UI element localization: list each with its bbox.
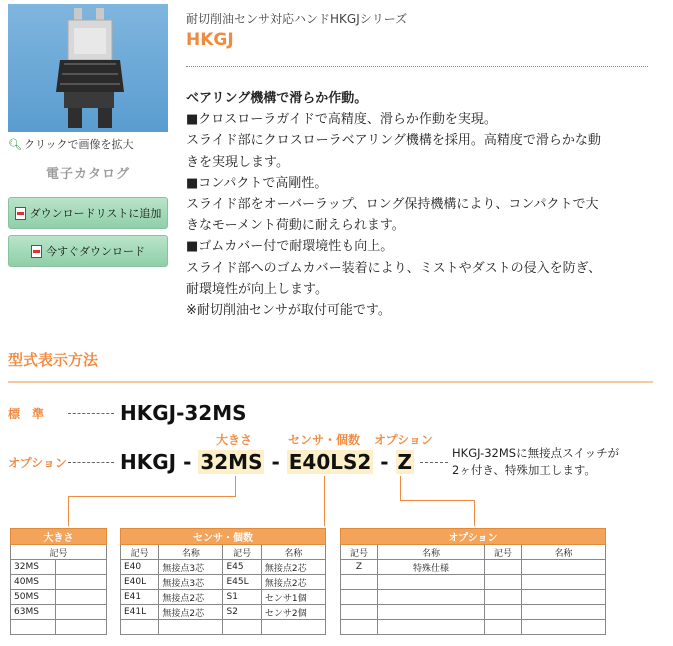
table-cell bbox=[485, 605, 522, 620]
zoom-link-text: クリックで画像を拡大 bbox=[23, 138, 134, 151]
table-header bbox=[121, 529, 326, 545]
column-header: 名称 bbox=[522, 545, 606, 560]
table-cell bbox=[341, 620, 378, 635]
table-row bbox=[11, 560, 107, 575]
size-heading: 大きさ bbox=[216, 433, 253, 447]
table-cell: E40 bbox=[121, 560, 159, 575]
connector-line bbox=[400, 500, 474, 501]
table-cell: 無接点3芯 bbox=[159, 560, 223, 575]
table-cell bbox=[341, 605, 378, 620]
table-cell bbox=[56, 605, 107, 620]
code-base: HKGJ bbox=[120, 450, 177, 474]
table-cell: 32MS bbox=[11, 560, 56, 575]
table-row bbox=[341, 590, 606, 605]
connector-line bbox=[235, 476, 236, 496]
table-cell: 無接点2芯 bbox=[261, 560, 325, 575]
column-header: 名称 bbox=[261, 545, 325, 560]
table-cell: 特殊仕様 bbox=[378, 560, 485, 575]
size-code: 32MS bbox=[200, 450, 263, 474]
table-row bbox=[121, 560, 326, 575]
table-header bbox=[11, 529, 107, 545]
pdf-icon bbox=[31, 245, 42, 258]
option-note: HKGJ-32MSに無接点スイッチが2ヶ付き、特殊加工します。 bbox=[452, 446, 620, 477]
section-title: 型式表示方法 bbox=[8, 351, 99, 369]
table-cell: E45L bbox=[223, 575, 261, 590]
column-header: 記号 bbox=[121, 545, 159, 560]
standard-label: 標 準 bbox=[8, 407, 45, 421]
magnifier-icon: 🔍︎ bbox=[8, 138, 22, 151]
table-cell bbox=[485, 620, 522, 635]
sensor-table bbox=[120, 528, 326, 635]
feature-line: ■クロスローラガイドで高精度、滑らか作動を実現。 bbox=[186, 112, 497, 128]
table-cell bbox=[522, 590, 606, 605]
table-cell bbox=[378, 575, 485, 590]
table-cell: E40L bbox=[121, 575, 159, 590]
table-header bbox=[341, 529, 606, 545]
feature-line: ベアリング機構で滑らか作動。 bbox=[186, 91, 368, 106]
table-cell: 40MS bbox=[11, 575, 56, 590]
table-row bbox=[121, 620, 326, 635]
table-cell: S1 bbox=[223, 590, 261, 605]
table-cell bbox=[378, 620, 485, 635]
table-cell: センサ1個 bbox=[261, 590, 325, 605]
table-cell bbox=[522, 575, 606, 590]
table-title: オプション bbox=[341, 529, 606, 545]
feature-line: スライド部をオーバーラップ、ロング保持機構により、コンパクトで大 bbox=[186, 197, 599, 213]
table-cell: 50MS bbox=[11, 590, 56, 605]
table-title: 大きさ bbox=[11, 529, 107, 545]
table-row bbox=[121, 605, 326, 620]
feature-line: スライド部へのゴムカバー装着により、ミストやダストの侵入を防ぎ、 bbox=[186, 260, 602, 276]
table-row bbox=[341, 620, 606, 635]
feature-line: きを実現します。 bbox=[186, 154, 289, 170]
connector-line bbox=[400, 476, 401, 500]
feature-line: ■ゴムカバー付で耐環境性も向上。 bbox=[186, 239, 394, 255]
leader-line bbox=[420, 462, 448, 463]
option-table bbox=[340, 528, 606, 635]
table-cell bbox=[341, 590, 378, 605]
option-label: オプション bbox=[8, 456, 67, 470]
table-row bbox=[121, 575, 326, 590]
table-cell: E41 bbox=[121, 590, 159, 605]
table-cell: 63MS bbox=[11, 605, 56, 620]
table-cell bbox=[11, 620, 56, 635]
table-row bbox=[11, 590, 107, 605]
code-separator: - bbox=[183, 450, 192, 474]
feature-line: スライド部にクロスローラベアリング機構を採用。高精度で滑らかな動 bbox=[186, 133, 601, 149]
table-cell bbox=[378, 605, 485, 620]
table-cell bbox=[485, 575, 522, 590]
size-table bbox=[10, 528, 107, 635]
connector-line bbox=[68, 496, 69, 526]
table-cell: 無接点2芯 bbox=[159, 590, 223, 605]
feature-line: ※耐切削油センサが取付可能です。 bbox=[186, 303, 391, 319]
sensor-heading: センサ・個数 bbox=[288, 433, 361, 447]
table-row bbox=[11, 605, 107, 620]
table-row bbox=[341, 560, 606, 575]
table-cell bbox=[522, 620, 606, 635]
model-title: HKGJ bbox=[186, 30, 234, 50]
column-header: 記号 bbox=[11, 545, 107, 560]
table-subheader bbox=[121, 545, 326, 560]
table-cell bbox=[378, 590, 485, 605]
table-cell bbox=[485, 560, 522, 575]
table-cell bbox=[121, 620, 159, 635]
table-cell bbox=[159, 620, 223, 635]
leader-line bbox=[68, 462, 114, 463]
divider bbox=[186, 66, 648, 67]
table-row bbox=[11, 620, 107, 635]
add-download-list-label: ダウンロードリストに追加 bbox=[29, 207, 162, 220]
zoom-image-link[interactable] bbox=[8, 136, 134, 152]
column-header: 記号 bbox=[485, 545, 522, 560]
table-cell bbox=[261, 620, 325, 635]
table-row bbox=[341, 605, 606, 620]
table-cell bbox=[485, 590, 522, 605]
connector-line bbox=[68, 496, 236, 497]
table-cell bbox=[56, 620, 107, 635]
table-title: センサ・個数 bbox=[121, 529, 326, 545]
table-cell bbox=[341, 575, 378, 590]
column-header: 記号 bbox=[341, 545, 378, 560]
feature-line: 耐環境性が向上します。 bbox=[186, 281, 328, 297]
table-cell bbox=[56, 575, 107, 590]
table-cell bbox=[522, 560, 606, 575]
gripper-illustration bbox=[8, 4, 168, 132]
download-now-label: 今すぐダウンロード bbox=[46, 245, 145, 258]
pdf-icon bbox=[15, 207, 26, 220]
add-download-list-button[interactable] bbox=[8, 197, 168, 229]
code-separator: - bbox=[380, 450, 389, 474]
feature-description bbox=[186, 88, 646, 321]
standard-code: HKGJ-32MS bbox=[120, 401, 247, 425]
catalog-label: 電子カタログ bbox=[45, 167, 130, 182]
table-cell: E45 bbox=[223, 560, 261, 575]
table-cell: 無接点2芯 bbox=[261, 575, 325, 590]
column-header: 名称 bbox=[159, 545, 223, 560]
table-cell: 無接点3芯 bbox=[159, 575, 223, 590]
option-code-line bbox=[120, 450, 414, 474]
table-cell: 無接点2芯 bbox=[159, 605, 223, 620]
table-cell: センサ2個 bbox=[261, 605, 325, 620]
connector-line bbox=[324, 476, 325, 526]
table-subheader bbox=[11, 545, 107, 560]
option-heading: オプション bbox=[374, 433, 433, 447]
table-cell bbox=[522, 605, 606, 620]
code-separator: - bbox=[271, 450, 280, 474]
column-header: 名称 bbox=[378, 545, 485, 560]
table-subheader bbox=[341, 545, 606, 560]
leader-line bbox=[68, 413, 114, 414]
table-cell: S2 bbox=[223, 605, 261, 620]
connector-line bbox=[474, 500, 475, 526]
feature-line: ■コンパクトで高剛性。 bbox=[186, 175, 328, 191]
table-cell bbox=[56, 590, 107, 605]
series-name: 耐切削油センサ対応ハンドHKGJシリーズ bbox=[186, 12, 408, 26]
table-cell bbox=[223, 620, 261, 635]
table-row bbox=[11, 575, 107, 590]
option-code: Z bbox=[397, 450, 413, 474]
table-cell: E41L bbox=[121, 605, 159, 620]
section-divider bbox=[8, 381, 653, 383]
feature-line: きなモーメント荷動に耐えられます。 bbox=[186, 218, 405, 234]
table-cell bbox=[56, 560, 107, 575]
table-row bbox=[341, 575, 606, 590]
product-image[interactable] bbox=[8, 4, 168, 132]
sensor-code: E40LS2 bbox=[288, 450, 372, 474]
table-row bbox=[121, 590, 326, 605]
download-now-button[interactable] bbox=[8, 235, 168, 267]
table-cell: Z bbox=[341, 560, 378, 575]
column-header: 記号 bbox=[223, 545, 261, 560]
